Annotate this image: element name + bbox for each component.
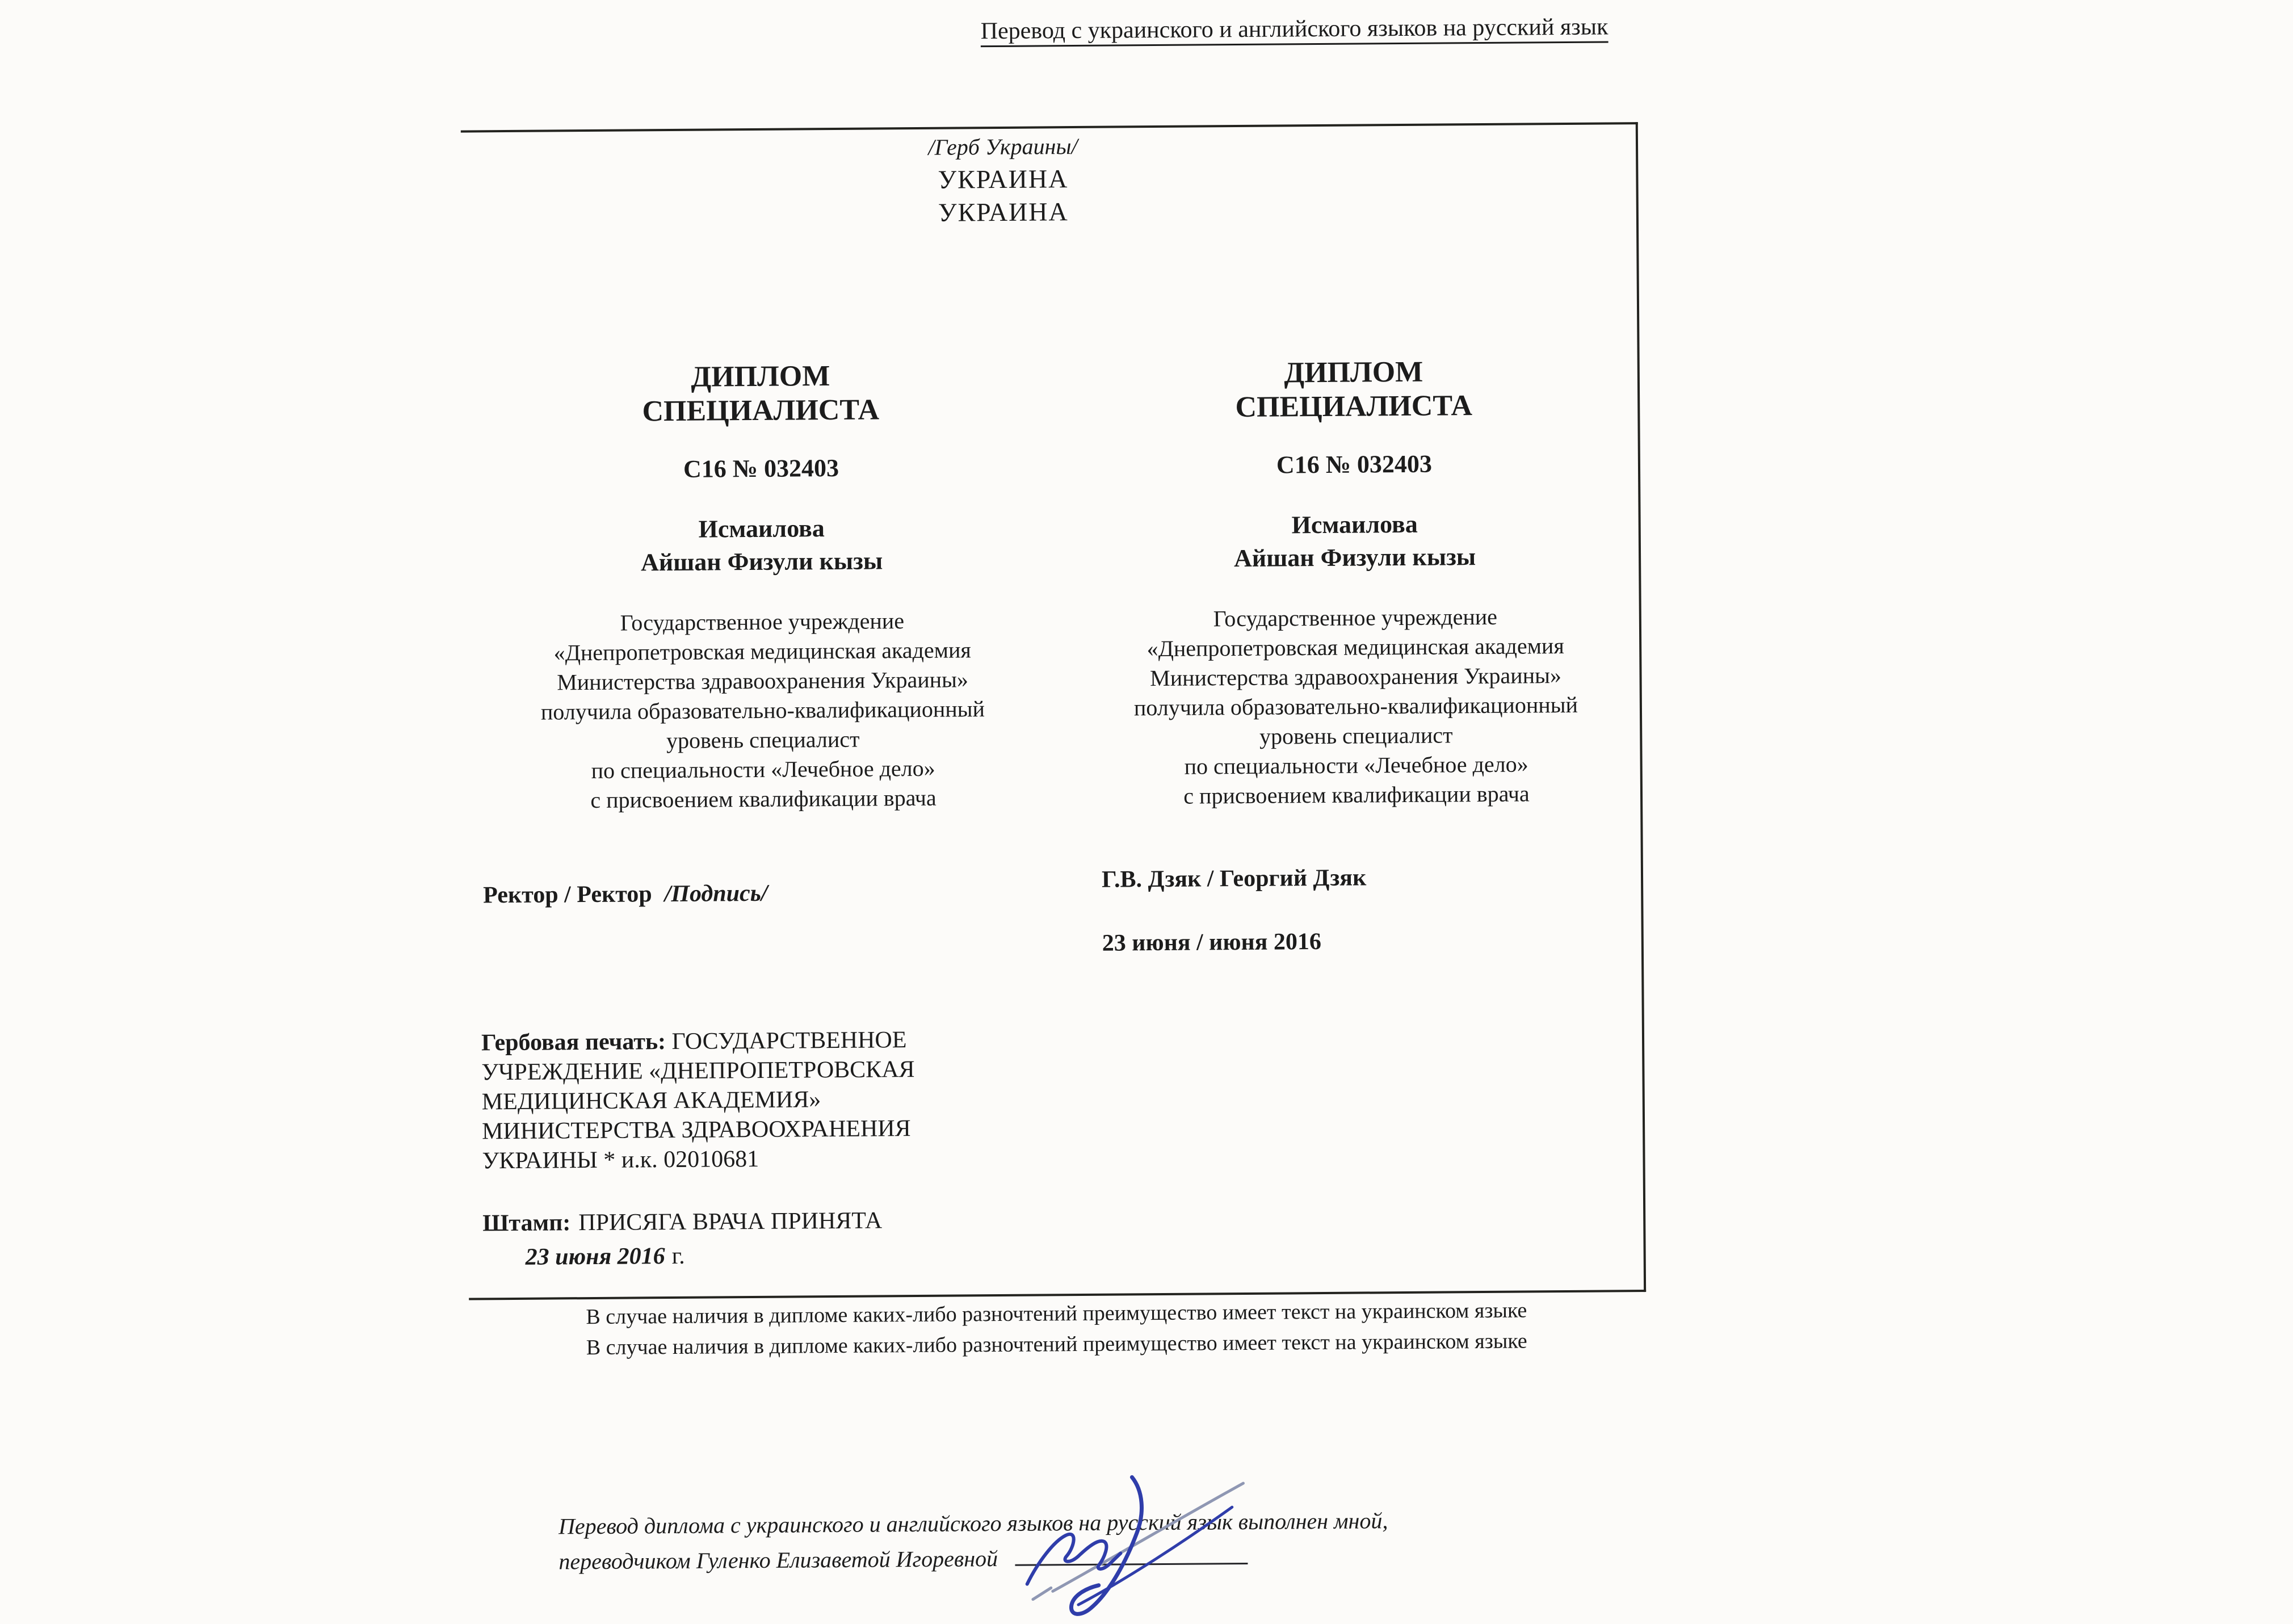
holder-given-names: Айшан Физули кызы xyxy=(640,547,883,577)
translator-name-text: переводчиком Гуленко Елизаветой Игоревной xyxy=(558,1546,998,1575)
body-line: с присвоением квалификации врача xyxy=(1183,780,1530,809)
signature-placeholder-note: /Подпись/ xyxy=(664,880,768,908)
seal-line xyxy=(481,1025,1038,1058)
seal-label: Гербовая печать: xyxy=(481,1029,666,1056)
seal-line: МИНИСТЕРСТВА ЗДРАВООХРАНЕНИЯ xyxy=(481,1115,911,1145)
discrepancy-note-line-1: В случае наличия в дипломе каких-либо разночтений преимущество имеет текст на украинском языке xyxy=(586,1298,1527,1329)
diploma-title-line-1: ДИПЛОМ xyxy=(1284,355,1423,389)
holder-given-names: Айшан Физули кызы xyxy=(1233,543,1476,573)
seal-description-block xyxy=(481,1025,1039,1176)
seal-text: ГОСУДАРСТВЕННОЕ xyxy=(671,1027,907,1055)
diploma-title-line-2: СПЕЦИАЛИСТА xyxy=(1235,389,1473,424)
body-line: получила образовательно-квалификационный xyxy=(1133,691,1578,721)
diploma-title-line-1: ДИПЛОМ xyxy=(691,360,830,393)
holder-surname: Исмаилова xyxy=(698,514,825,543)
diploma-title-line-2: СПЕЦИАЛИСТА xyxy=(642,393,880,428)
stamp-date: 23 июня 2016 xyxy=(525,1243,665,1270)
seal-line: УЧРЕЖДЕНИЕ «ДНЕПРОПЕТРОВСКАЯ xyxy=(481,1056,915,1086)
translator-signature xyxy=(998,1455,1271,1624)
diploma-column-right xyxy=(1071,124,1641,1294)
body-line: по специальности «Лечебное дело» xyxy=(591,755,935,783)
stamp-date-suffix: г. xyxy=(671,1243,685,1270)
stamp-label: Штамп: xyxy=(482,1210,571,1237)
country-name-line-1: УКРАИНА xyxy=(938,164,1069,194)
translation-direction-note: Перевод с украинского и английского языков на русский язык xyxy=(980,14,1609,45)
rector-name-line: Г.В. Дзяк / Георгий Дзяк xyxy=(1101,865,1367,893)
stamp-date-line xyxy=(525,1243,684,1271)
body-line: «Днепропетровская медицинская академия xyxy=(553,637,971,666)
body-line: Министерства здравоохранения Украины» xyxy=(1150,662,1562,691)
stamp-description-line xyxy=(482,1207,882,1237)
diploma-body-paragraph xyxy=(1074,601,1638,812)
body-line: Государственное учреждение xyxy=(1213,603,1498,632)
diploma-translation-box xyxy=(461,122,1646,1300)
stamp-text: ПРИСЯГА ВРАЧА ПРИНЯТА xyxy=(578,1207,883,1236)
body-line: Государственное учреждение xyxy=(620,608,905,636)
body-line: с присвоением квалификации врача xyxy=(590,784,936,813)
seal-line: МЕДИЦИНСКАЯ АКАДЕМИЯ» xyxy=(481,1086,821,1115)
body-line: Министерства здравоохранения Украины» xyxy=(557,666,969,695)
country-name-line-2: УКРАИНА xyxy=(938,197,1069,227)
diploma-series-number: С16 № 032403 xyxy=(683,454,839,483)
body-line: получила образовательно-квалификационный xyxy=(540,696,985,725)
coat-of-arms-note: /Герб Украины/ xyxy=(928,133,1078,160)
seal-line: УКРАИНЫ * и.к. 02010681 xyxy=(482,1145,759,1174)
rector-label: Ректор / Ректор xyxy=(483,881,652,909)
holder-surname: Исмаилова xyxy=(1291,510,1418,539)
body-line: «Днепропетровская медицинская академия xyxy=(1146,633,1564,662)
diploma-body-paragraph xyxy=(476,605,1051,816)
body-line: по специальности «Лечебное дело» xyxy=(1184,751,1528,779)
issue-date-line: 23 июня / июня 2016 xyxy=(1102,929,1322,956)
translator-statement-line-1: Перевод диплома с украинского и английского языков на русский язык выполнен мной, xyxy=(558,1508,1388,1539)
diploma-series-number: С16 № 032403 xyxy=(1276,450,1433,479)
body-line: уровень специалист xyxy=(666,726,860,754)
rector-signature-line xyxy=(483,880,768,909)
body-line: уровень специалист xyxy=(1259,722,1453,749)
discrepancy-note-line-2: В случае наличия в дипломе каких-либо разночтений преимущество имеет текст на украинском языке xyxy=(586,1329,1527,1360)
